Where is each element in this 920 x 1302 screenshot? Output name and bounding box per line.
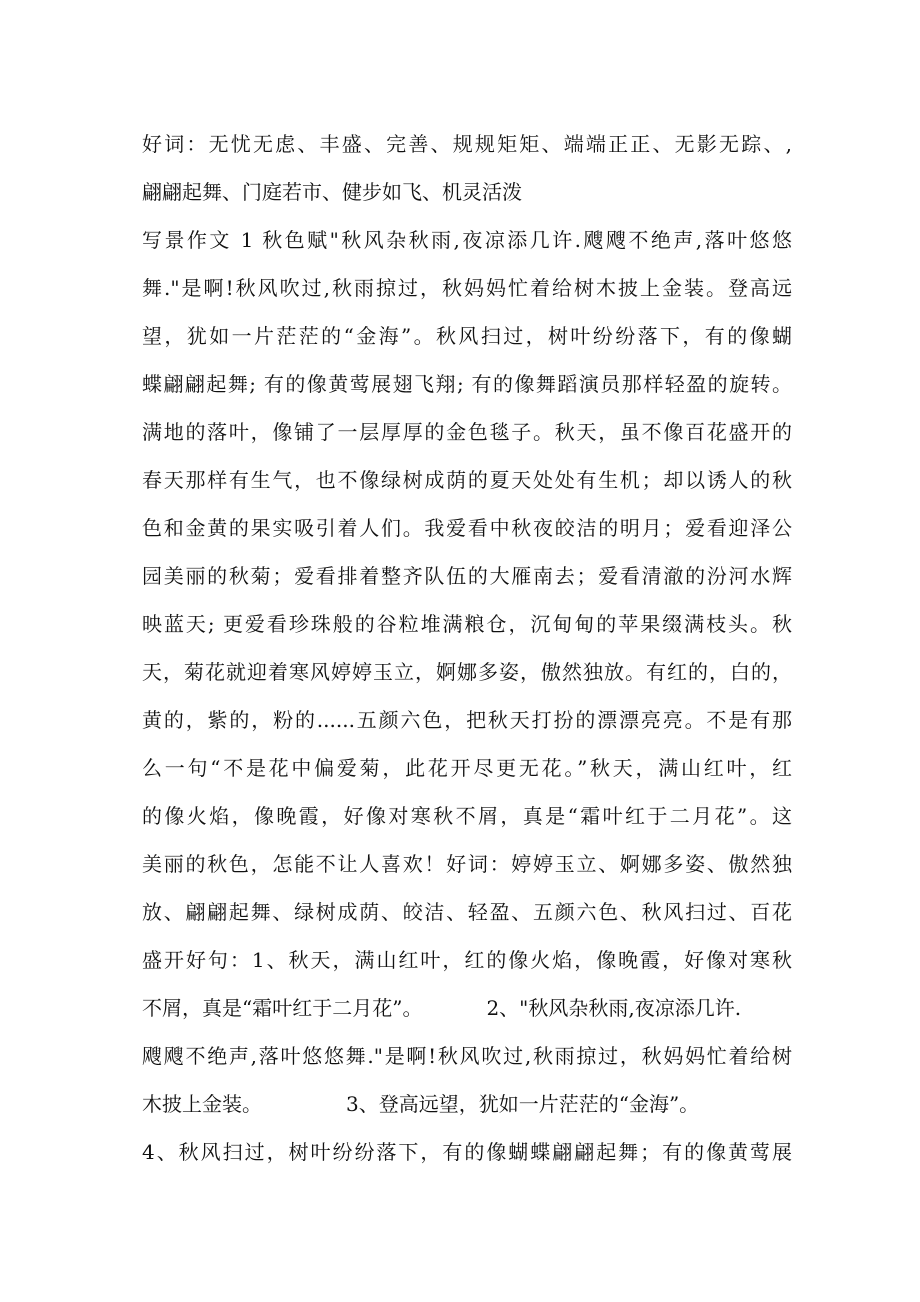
text-line: 色和金黄的果实吸引着人们。我爱看中秋夜皎洁的明月；爱看迎泽公	[142, 516, 792, 540]
text-line: 园美丽的秋菊；爱看排着整齐队伍的大雁南去；爱看清澈的汾河水辉	[142, 564, 792, 588]
text-line: 黄的，紫的，粉的......五颜六色，把秋天打扮的漂漂亮亮。不是有那	[142, 708, 792, 732]
text-line: 放、翩翩起舞、绿树成荫、皎洁、轻盈、五颜六色、秋风扫过、百花	[142, 900, 792, 924]
text-segment: 2、"秋风杂秋雨,夜凉添几许.	[486, 996, 742, 1020]
text-line: 写景作文 1 秋色赋"秋风杂秋雨,夜凉添几许.飕飕不绝声,落叶悠悠	[142, 228, 792, 252]
text-line: 满地的落叶，像铺了一层厚厚的金色毯子。秋天，虽不像百花盛开的	[142, 420, 792, 444]
text-line: 天，菊花就迎着寒风婷婷玉立，婀娜多姿，傲然独放。有红的，白的，	[142, 660, 792, 684]
text-segment: 不屑，真是“霜叶红于二月花”。	[142, 996, 423, 1020]
text-line: 蝶翩翩起舞; 有的像黄莺展翅飞翔; 有的像舞蹈演员那样轻盈的旋转。	[142, 372, 792, 396]
text-line: 望，犹如一片茫茫的“金海”。秋风扫过，树叶纷纷落下，有的像蝴	[142, 324, 792, 348]
text-line: 舞."是啊!秋风吹过,秋雨掠过，秋妈妈忙着给树木披上金装。登高远	[142, 276, 792, 300]
text-line	[142, 984, 792, 1032]
text-segment: 木披上金装。	[142, 1092, 262, 1116]
text-line: 春天那样有生气，也不像绿树成荫的夏天处处有生机；却以诱人的秋	[142, 468, 792, 492]
text-line: 映蓝天; 更爱看珍珠般的谷粒堆满粮仓，沉甸甸的苹果缀满枝头。秋	[142, 612, 792, 636]
text-line: 盛开好句：1、秋天，满山红叶，红的像火焰，像晚霞，好像对寒秋	[142, 948, 792, 972]
text-line: 4、秋风扫过，树叶纷纷落下，有的像蝴蝶翩翩起舞；有的像黄莺展	[142, 1140, 792, 1164]
text-line: 飕飕不绝声,落叶悠悠舞."是啊!秋风吹过,秋雨掠过，秋妈妈忙着给树	[142, 1044, 792, 1068]
text-line	[142, 1080, 792, 1128]
text-line: 么一句“不是花中偏爱菊，此花开尽更无花。”秋天，满山红叶，红	[142, 756, 792, 780]
document-body	[142, 120, 792, 1176]
text-segment: 3、登高远望，犹如一片茫茫的“金海”。	[346, 1092, 700, 1116]
text-line: 美丽的秋色，怎能不让人喜欢！好词：婷婷玉立、婀娜多姿、傲然独	[142, 852, 792, 876]
text-line: 好词：无忧无虑、丰盛、完善、规规矩矩、端端正正、无影无踪、,	[142, 132, 792, 156]
text-line: 翩翩起舞、门庭若市、健步如飞、机灵活泼	[142, 180, 522, 204]
text-line: 的像火焰，像晚霞，好像对寒秋不屑，真是“霜叶红于二月花”。这	[142, 804, 792, 828]
